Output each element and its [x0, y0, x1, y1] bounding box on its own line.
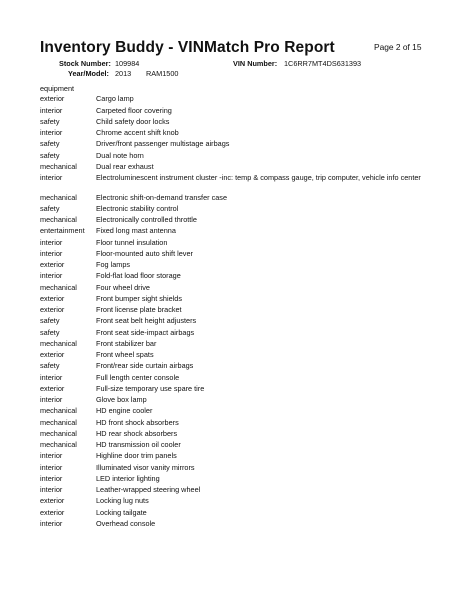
equipment-description: Front stabilizer bar	[96, 338, 157, 348]
equipment-description: Fixed long mast antenna	[96, 226, 176, 236]
equipment-row	[40, 215, 440, 226]
equipment-description: Front seat side-impact airbags	[96, 327, 195, 337]
equipment-row	[40, 204, 440, 215]
report-title: Inventory Buddy - VINMatch Pro Report	[40, 39, 335, 56]
equipment-row	[40, 339, 440, 350]
equipment-category: interior	[40, 173, 63, 183]
equipment-row	[40, 105, 440, 116]
equipment-row	[40, 361, 440, 372]
equipment-category: mechanical	[40, 338, 77, 348]
equipment-description: Front bumper sight shields	[96, 293, 182, 303]
equipment-description: Front license plate bracket	[96, 305, 182, 315]
equipment-row	[40, 139, 440, 150]
equipment-row	[40, 305, 440, 316]
equipment-description: Locking tailgate	[96, 507, 147, 517]
stock-number-value: 109984	[115, 59, 140, 68]
equipment-row	[40, 294, 440, 305]
equipment-category: safety	[40, 116, 60, 126]
equipment-row	[40, 150, 440, 161]
equipment-category: exterior	[40, 350, 65, 360]
equipment-category: interior	[40, 105, 63, 115]
vin-label: VIN Number:	[233, 59, 278, 68]
equipment-row	[40, 260, 440, 271]
equipment-description: Highline door trim panels	[96, 451, 177, 461]
equipment-description: Full length center console	[96, 372, 180, 382]
equipment-category: safety	[40, 139, 60, 149]
equipment-description: Electroluminescent instrument cluster -inc: temp & compass gauge, trip computer, vehicle info center	[96, 173, 421, 183]
model-value: RAM1500	[146, 69, 179, 78]
equipment-row	[40, 350, 440, 361]
equipment-description: Driver/front passenger multistage airbags	[96, 139, 230, 149]
equipment-description: Fold-flat load floor storage	[96, 271, 181, 281]
equipment-description: Glove box lamp	[96, 395, 147, 405]
equipment-category: safety	[40, 327, 60, 337]
equipment-category: interior	[40, 462, 63, 472]
equipment-row	[40, 128, 440, 139]
equipment-row	[40, 237, 440, 248]
equipment-category: mechanical	[40, 282, 77, 292]
equipment-category: interior	[40, 395, 63, 405]
equipment-description: Electronically controlled throttle	[96, 215, 197, 225]
equipment-category: mechanical	[40, 406, 77, 416]
equipment-category: mechanical	[40, 215, 77, 225]
equipment-description: Front/rear side curtain airbags	[96, 361, 194, 371]
equipment-description: HD engine cooler	[96, 406, 153, 416]
year-model-label: Year/Model:	[68, 69, 109, 78]
equipment-description: HD front shock absorbers	[96, 417, 179, 427]
stock-number-label: Stock Number:	[59, 59, 111, 68]
equipment-category: interior	[40, 372, 63, 382]
equipment-description: Dual rear exhaust	[96, 161, 154, 171]
equipment-description: Fog lamps	[96, 260, 131, 270]
equipment-row	[40, 372, 440, 383]
equipment-description: Front wheel spats	[96, 350, 154, 360]
equipment-description: Floor tunnel insulation	[96, 237, 168, 247]
equipment-category: interior	[40, 237, 63, 247]
equipment-category: safety	[40, 316, 60, 326]
equipment-category: interior	[40, 485, 63, 495]
equipment-description: Carpeted floor covering	[96, 105, 172, 115]
equipment-category: exterior	[40, 507, 65, 517]
equipment-description: Illuminated visor vanity mirrors	[96, 462, 195, 472]
equipment-row	[40, 226, 440, 237]
equipment-category: entertainment	[40, 226, 85, 236]
equipment-row	[40, 384, 440, 395]
equipment-row	[40, 462, 440, 473]
equipment-table	[40, 94, 440, 530]
equipment-row	[40, 474, 440, 485]
equipment-description: Full-size temporary use spare tire	[96, 383, 205, 393]
equipment-category: exterior	[40, 94, 65, 104]
equipment-category: exterior	[40, 383, 65, 393]
equipment-category: interior	[40, 271, 63, 281]
equipment-row	[40, 451, 440, 462]
equipment-description: Four wheel drive	[96, 282, 150, 292]
equipment-description: Chrome accent shift knob	[96, 128, 179, 138]
equipment-category: safety	[40, 150, 60, 160]
equipment-category: exterior	[40, 260, 65, 270]
equipment-row	[40, 507, 440, 518]
equipment-row	[40, 173, 440, 193]
equipment-row	[40, 327, 440, 338]
equipment-description: Overhead console	[96, 518, 156, 528]
equipment-row	[40, 496, 440, 507]
equipment-category: interior	[40, 451, 63, 461]
section-heading: equipment	[40, 84, 75, 93]
equipment-description: Child safety door locks	[96, 116, 170, 126]
equipment-row	[40, 519, 440, 530]
equipment-description: Dual note horn	[96, 150, 144, 160]
equipment-category: interior	[40, 128, 63, 138]
equipment-description: Floor-mounted auto shift lever	[96, 248, 193, 258]
equipment-description: Locking lug nuts	[96, 496, 149, 506]
equipment-category: exterior	[40, 305, 65, 315]
equipment-row	[40, 316, 440, 327]
equipment-category: safety	[40, 361, 60, 371]
equipment-description: Leather-wrapped steering wheel	[96, 485, 201, 495]
equipment-row	[40, 440, 440, 451]
equipment-row	[40, 117, 440, 128]
equipment-row	[40, 395, 440, 406]
equipment-category: mechanical	[40, 417, 77, 427]
equipment-category: safety	[40, 203, 60, 213]
equipment-row	[40, 271, 440, 282]
equipment-category: mechanical	[40, 440, 77, 450]
equipment-category: mechanical	[40, 192, 77, 202]
equipment-row	[40, 192, 440, 203]
equipment-row	[40, 417, 440, 428]
page-indicator: Page 2 of 15	[374, 42, 422, 52]
equipment-row	[40, 282, 440, 293]
equipment-description: Cargo lamp	[96, 94, 134, 104]
equipment-category: interior	[40, 518, 63, 528]
equipment-description: Front seat belt height adjusters	[96, 316, 197, 326]
equipment-category: mechanical	[40, 161, 77, 171]
equipment-category: interior	[40, 248, 63, 258]
equipment-description: LED interior lighting	[96, 473, 160, 483]
equipment-category: mechanical	[40, 428, 77, 438]
year-value: 2013	[115, 69, 132, 78]
equipment-row	[40, 485, 440, 496]
equipment-category: exterior	[40, 293, 65, 303]
equipment-row	[40, 162, 440, 173]
equipment-category: exterior	[40, 496, 65, 506]
equipment-description: Electronic shift-on-demand transfer case	[96, 192, 227, 202]
equipment-row	[40, 406, 440, 417]
equipment-row	[40, 249, 440, 260]
equipment-description: HD transmission oil cooler	[96, 440, 181, 450]
equipment-description: HD rear shock absorbers	[96, 428, 178, 438]
equipment-category: interior	[40, 473, 63, 483]
equipment-row	[40, 94, 440, 105]
equipment-row	[40, 429, 440, 440]
equipment-description: Electronic stability control	[96, 203, 179, 213]
vin-value: 1C6RR7MT4DS631393	[284, 59, 362, 68]
